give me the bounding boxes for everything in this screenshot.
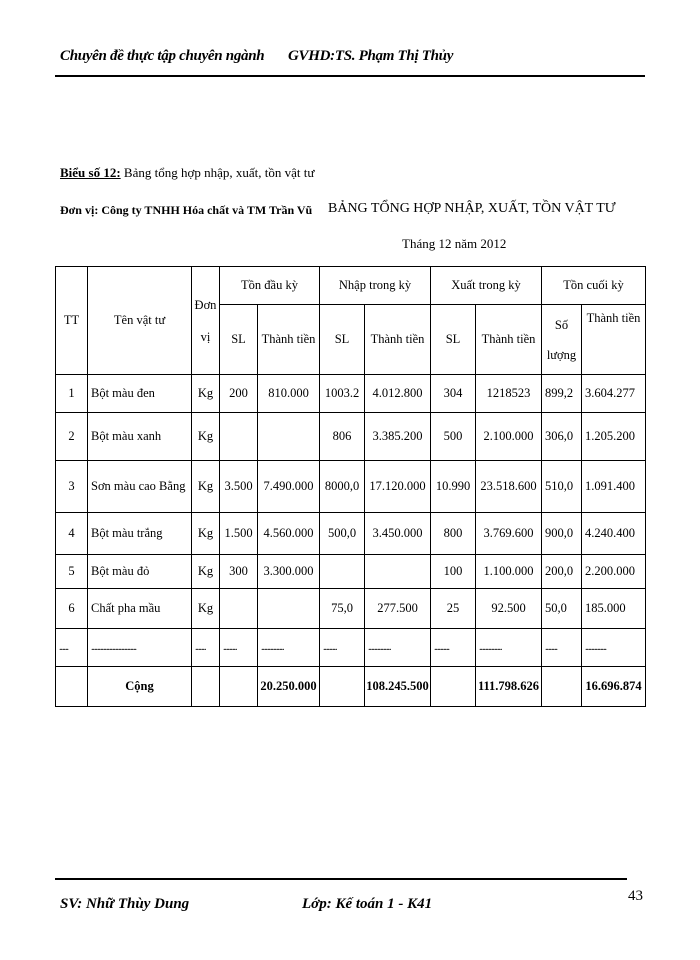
- cell-name: Bột màu xanh: [88, 413, 192, 461]
- cell-e-amt: 1218523: [476, 375, 542, 413]
- cell-c-sl: 899,2: [542, 375, 582, 413]
- col-opening-amount: Thành tiền: [258, 305, 320, 375]
- cell-i-sl: 500,0: [320, 513, 365, 555]
- cell-name: Bột màu đỏ: [88, 555, 192, 589]
- col-export-sl: SL: [431, 305, 476, 375]
- cell: ..............: [582, 629, 646, 667]
- header-rule: [55, 75, 645, 77]
- cell-o-sl: [220, 413, 258, 461]
- cell-c-sl: 900,0: [542, 513, 582, 555]
- cell-o-amt: [258, 413, 320, 461]
- cell-i-sl: 1003.2: [320, 375, 365, 413]
- total-closing-amount: 16.696.874: [582, 667, 646, 707]
- col-closing-amount: Thành tiền: [582, 305, 646, 375]
- cell-o-sl: 1.500: [220, 513, 258, 555]
- cell-e-amt: 23.518.600: [476, 461, 542, 513]
- cell-c-sl: 306,0: [542, 413, 582, 461]
- caption-text: Bảng tổng hợp nhập, xuất, tồn vật tư: [120, 165, 315, 180]
- col-import-sl: SL: [320, 305, 365, 375]
- cell-i-sl: 806: [320, 413, 365, 461]
- table-row: [56, 513, 646, 555]
- cell-e-amt: 2.100.000: [476, 413, 542, 461]
- cell-i-amt: 4.012.800: [365, 375, 431, 413]
- col-closing-qty: Số lượng: [542, 305, 582, 375]
- cell-e-sl: 304: [431, 375, 476, 413]
- cell-o-amt: 3.300.000: [258, 555, 320, 589]
- cell-i-sl: 8000,0: [320, 461, 365, 513]
- cell-o-sl: 3.500: [220, 461, 258, 513]
- cell-i-amt: 3.385.200: [365, 413, 431, 461]
- table-title: BẢNG TỔNG HỢP NHẬP, XUẤT, TỒN VẬT TƯ: [328, 201, 616, 216]
- cell-i-amt: [365, 555, 431, 589]
- cell-c-amt: 3.604.277: [582, 375, 646, 413]
- cell-e-amt: 3.769.600: [476, 513, 542, 555]
- cell-unit: Kg: [192, 555, 220, 589]
- col-opening: Tồn đầu kỳ: [220, 267, 320, 305]
- cell-unit: Kg: [192, 375, 220, 413]
- cell-tt: 1: [56, 375, 88, 413]
- footer-rule: [55, 878, 627, 880]
- cell: [431, 667, 476, 707]
- total-export-amount: 111.798.626: [476, 667, 542, 707]
- cell-c-amt: 1.091.400: [582, 461, 646, 513]
- cell: ...............: [258, 629, 320, 667]
- total-label: Cộng: [88, 667, 192, 707]
- cell-i-sl: [320, 555, 365, 589]
- table-row: [56, 555, 646, 589]
- cell-e-amt: 92.500: [476, 589, 542, 629]
- cell-c-amt: 2.200.000: [582, 555, 646, 589]
- cell-e-sl: 25: [431, 589, 476, 629]
- cell-i-sl: 75,0: [320, 589, 365, 629]
- col-export: Xuất trong kỳ: [431, 267, 542, 305]
- table-row: [56, 461, 646, 513]
- inventory-summary-table: [55, 266, 646, 707]
- table-row: [56, 413, 646, 461]
- col-import-amount: Thành tiền: [365, 305, 431, 375]
- caption-label: Biểu số 12:: [60, 165, 121, 180]
- col-import: Nhập trong kỳ: [320, 267, 431, 305]
- cell: ..............................: [88, 629, 192, 667]
- header-row-1: [56, 267, 646, 305]
- table-month: Tháng 12 năm 2012: [402, 236, 507, 251]
- cell-o-amt: 4.560.000: [258, 513, 320, 555]
- cell: [320, 667, 365, 707]
- cell-o-sl: 300: [220, 555, 258, 589]
- cell: ...............: [365, 629, 431, 667]
- cell-o-amt: 810.000: [258, 375, 320, 413]
- cell-c-sl: 50,0: [542, 589, 582, 629]
- header-left: Chuyên đề thực tập chuyên ngành: [60, 48, 265, 64]
- col-name: Tên vật tư: [88, 267, 192, 375]
- cell-c-amt: 185.000: [582, 589, 646, 629]
- cell-tt: 3: [56, 461, 88, 513]
- total-import-amount: 108.245.500: [365, 667, 431, 707]
- col-closing: Tồn cuối kỳ: [542, 267, 646, 305]
- cell-tt: 6: [56, 589, 88, 629]
- cell-e-sl: 500: [431, 413, 476, 461]
- cell: [192, 667, 220, 707]
- footer-student: SV: Nhữ Thùy Dung: [60, 896, 190, 912]
- cell-tt: 5: [56, 555, 88, 589]
- cell-c-amt: 4.240.400: [582, 513, 646, 555]
- cell-name: Sơn màu cao Bằng: [88, 461, 192, 513]
- cell: ..........: [431, 629, 476, 667]
- cell-tt: 4: [56, 513, 88, 555]
- cell-o-amt: [258, 589, 320, 629]
- cell-o-amt: 7.490.000: [258, 461, 320, 513]
- company-unit: Đơn vị: Công ty TNHH Hóa chất và TM Trần Vũ: [60, 203, 313, 217]
- ellipsis-row: [56, 629, 646, 667]
- cell-i-amt: 277.500: [365, 589, 431, 629]
- cell-c-sl: 200,0: [542, 555, 582, 589]
- col-opening-sl: SL: [220, 305, 258, 375]
- cell-name: Chất pha mầu: [88, 589, 192, 629]
- cell: [220, 667, 258, 707]
- caption: [60, 165, 314, 181]
- cell-c-sl: 510,0: [542, 461, 582, 513]
- cell-unit: Kg: [192, 589, 220, 629]
- cell: [56, 667, 88, 707]
- cell-e-sl: 800: [431, 513, 476, 555]
- col-tt: TT: [56, 267, 88, 375]
- cell-e-sl: 100: [431, 555, 476, 589]
- total-row: [56, 667, 646, 707]
- cell: ........: [542, 629, 582, 667]
- cell-unit: Kg: [192, 413, 220, 461]
- cell-unit: Kg: [192, 461, 220, 513]
- col-unit: Đơn vị: [192, 267, 220, 375]
- cell: ...............: [476, 629, 542, 667]
- cell: [542, 667, 582, 707]
- header-right: GVHD:TS. Phạm Thị Thủy: [288, 48, 454, 64]
- cell-name: Bột màu trắng: [88, 513, 192, 555]
- cell: .......: [192, 629, 220, 667]
- table-row: [56, 375, 646, 413]
- cell-e-sl: 10.990: [431, 461, 476, 513]
- footer-class: Lớp: Kế toán 1 - K41: [302, 896, 433, 912]
- total-opening-amount: 20.250.000: [258, 667, 320, 707]
- cell: ......: [56, 629, 88, 667]
- cell-i-amt: 3.450.000: [365, 513, 431, 555]
- cell-unit: Kg: [192, 513, 220, 555]
- cell-tt: 2: [56, 413, 88, 461]
- cell-i-amt: 17.120.000: [365, 461, 431, 513]
- cell: .........: [320, 629, 365, 667]
- cell: .........: [220, 629, 258, 667]
- cell-o-sl: 200: [220, 375, 258, 413]
- col-export-amount: Thành tiền: [476, 305, 542, 375]
- table-row: [56, 589, 646, 629]
- page-number: 43: [628, 888, 643, 904]
- cell-c-amt: 1.205.200: [582, 413, 646, 461]
- cell-e-amt: 1.100.000: [476, 555, 542, 589]
- cell-o-sl: [220, 589, 258, 629]
- cell-name: Bột màu đen: [88, 375, 192, 413]
